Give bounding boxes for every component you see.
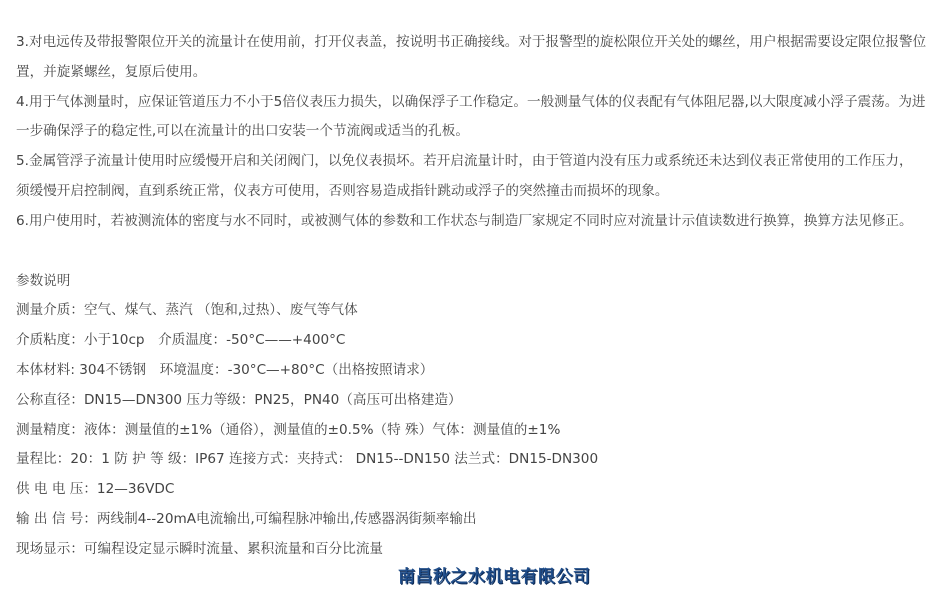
usage-note-3: 3.对电远传及带报警限位开关的流量计在使用前，打开仪表盖，按说明书正确接线。对于报警型的旋松限位开关处的螺丝，用户根据需要设定限位报警位置，并旋紧螺丝，复原后使用。	[16, 34, 927, 80]
spec-viscosity-temperature: 介质粘度：小于10cp 介质温度：-50°C——+400°C	[16, 332, 346, 349]
spec-material-ambient: 本体材料: 304不锈钢 环境温度：-30°C—+80°C（出格按照请求）	[16, 361, 434, 378]
usage-note-5: 5.金属管浮子流量计使用时应缓慢开启和关闭阀门，以免仪表损坏。若开启流量计时，由于管道内没有压力或系统还未达到仪表正常使用的工作压力， 须缓慢开启控制阀，直到系统正常，仪表方可使用，否则容易造成指针跳动或浮子的突然撞击而损坏的现象。	[16, 153, 920, 199]
spec-medium: 测量介质：空气、煤气、蒸汽 （饱和,过热）、废气等气体	[16, 302, 358, 319]
spacer	[16, 237, 928, 267]
usage-note-4: 4.用于气体测量时，应保证管道压力不小于5倍仪表压力损失，以确保浮子工作稳定。一般测量气体的仪表配有气体阻尼器,以大限度减小浮子震荡。为进一步确保浮子的稳定性,可以在流量计的出口安装一个节流阀或适当的孔板。	[16, 93, 926, 140]
usage-note-6: 6.用户使用时，若被测流体的密度与水不同时，或被测气体的参数和工作状态与制造厂家规定不同时应对流量计示值读数进行换算，换算方法见修正。	[16, 212, 913, 229]
company-watermark: 南昌秋之水机电有限公司	[398, 567, 591, 587]
spec-supply-voltage: 供 电 电 压：12—36VDC	[16, 481, 175, 498]
spec-range-protection-connection: 量程比：20：1 防 护 等 级：IP67 连接方式：夹持式： DN15--DN150 法兰式：DN15-DN300	[16, 451, 599, 468]
spec-output-signal: 输 出 信 号：两线制4--20mA电流输出,可编程脉冲输出,传感器涡街频率输出	[16, 510, 477, 527]
document-body	[16, 28, 928, 565]
spec-display: 现场显示：可编程设定显示瞬时流量、累积流量和百分比流量	[16, 540, 384, 557]
spec-diameter-pressure: 公称直径：DN15—DN300 压力等级：PN25，PN40（高压可出格建造）	[16, 391, 462, 408]
specs-heading: 参数说明	[16, 272, 71, 289]
spec-accuracy: 测量精度：液体：测量值的±1%（通俗），测量值的±0.5%（特 殊）气体：测量值的±1%	[16, 421, 561, 438]
